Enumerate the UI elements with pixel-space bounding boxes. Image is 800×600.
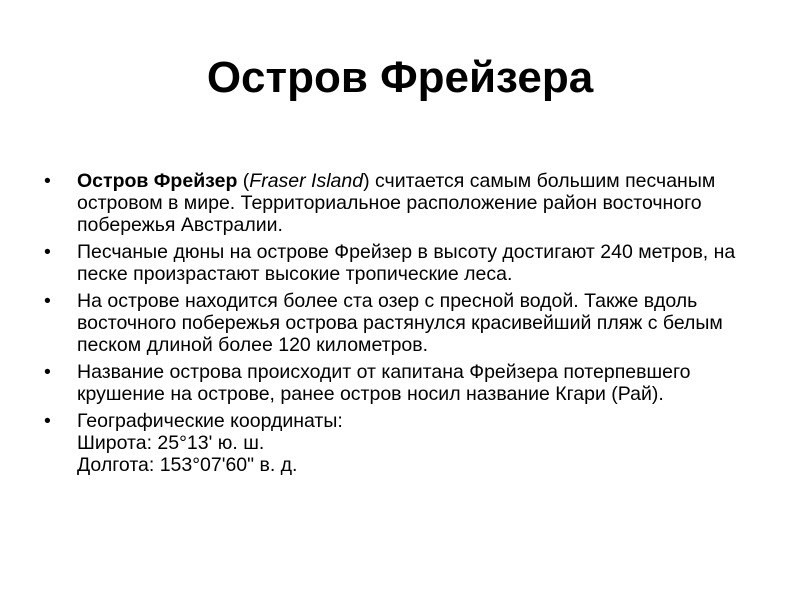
bullet-text: Название острова происходит от капитана Фрейзера потерпевшего крушение на острове, ранее остров носил название Кгари (Рай). [77, 361, 691, 405]
bullet-icon: • [44, 170, 51, 192]
bullet-text: Песчаные дюны на острове Фрейзер в высоту достигают 240 метров, на песке произрастают высокие тропические леса. [77, 241, 736, 285]
bullet-bold-lead: Остров Фрейзер [77, 170, 238, 192]
bullet-icon: • [44, 290, 51, 312]
bullet-list [44, 170, 744, 481]
bullet-item [44, 290, 744, 356]
bullet-text: На острове находится более ста озер с пресной водой. Также вдоль восточного побережья острова растянулся красивейший пляж с белым песком длиной более 120 километров. [77, 290, 723, 356]
bullet-italic-name: Fraser Island [249, 170, 364, 192]
latitude-line: Широта: 25°13' ю. ш. [77, 432, 265, 454]
bullet-item [44, 410, 744, 476]
longitude-line: Долгота: 153°07'60" в. д. [77, 454, 298, 476]
coordinates-heading: Географические координаты: [77, 410, 343, 432]
bullet-icon: • [44, 241, 51, 263]
bullet-item [44, 241, 744, 285]
bullet-rest: ) считается самым большим песчаным островом в мире. Территориальное расположение район восточного побережья Австралии. [77, 170, 716, 236]
slide-title: Остров Фрейзера [206, 53, 594, 102]
bullet-text [77, 170, 715, 236]
bullet-icon: • [44, 410, 51, 432]
bullet-icon: • [44, 361, 51, 383]
bullet-item [44, 170, 744, 236]
bullet-item [44, 361, 744, 405]
bullet-paren: ( [237, 170, 250, 192]
